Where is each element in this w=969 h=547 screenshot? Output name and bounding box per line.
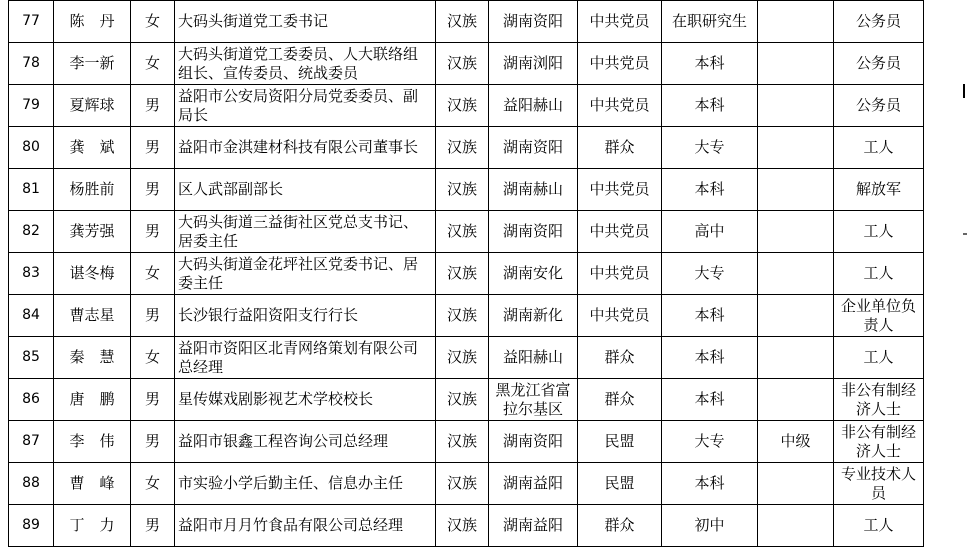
name-cell: 杨胜前	[54, 169, 131, 211]
position-cell: 长沙银行益阳资阳支行行长	[175, 295, 436, 337]
row-number-cell: 88	[9, 463, 54, 505]
education-cell: 本科	[662, 169, 758, 211]
party-cell: 中共党员	[578, 253, 662, 295]
name-cell: 陈 丹	[54, 1, 131, 43]
row-number-cell: 89	[9, 505, 54, 547]
party-cell: 民盟	[578, 421, 662, 463]
education-cell: 大专	[662, 127, 758, 169]
name-cell: 唐 鹏	[54, 379, 131, 421]
name-cell: 秦 慧	[54, 337, 131, 379]
party-cell: 民盟	[578, 463, 662, 505]
row-number-cell: 78	[9, 43, 54, 85]
table-row	[9, 463, 924, 505]
professional-title-cell	[758, 337, 834, 379]
professional-title-cell: 中级	[758, 421, 834, 463]
native-place-cell: 湖南资阳	[489, 127, 578, 169]
gender-cell: 男	[131, 211, 175, 253]
position-cell: 益阳市银鑫工程咨询公司总经理	[175, 421, 436, 463]
row-number-cell: 85	[9, 337, 54, 379]
gender-cell: 男	[131, 379, 175, 421]
native-place-cell: 湖南新化	[489, 295, 578, 337]
party-cell: 中共党员	[578, 211, 662, 253]
category-cell: 工人	[834, 211, 924, 253]
name-cell: 龚芳强	[54, 211, 131, 253]
education-cell: 本科	[662, 379, 758, 421]
gender-cell: 女	[131, 43, 175, 85]
position-cell: 益阳市公安局资阳分局党委委员、副局长	[175, 85, 436, 127]
gender-cell: 男	[131, 421, 175, 463]
position-cell: 大码头街道党工委书记	[175, 1, 436, 43]
position-cell: 大码头街道金花坪社区党委书记、居委主任	[175, 253, 436, 295]
table-row	[9, 169, 924, 211]
name-cell: 龚 斌	[54, 127, 131, 169]
row-number-cell: 79	[9, 85, 54, 127]
category-cell: 公务员	[834, 43, 924, 85]
education-cell: 本科	[662, 463, 758, 505]
education-cell: 本科	[662, 337, 758, 379]
row-number-cell: 84	[9, 295, 54, 337]
ethnicity-cell: 汉族	[436, 127, 489, 169]
professional-title-cell	[758, 1, 834, 43]
party-cell: 中共党员	[578, 1, 662, 43]
position-cell: 益阳市月月竹食品有限公司总经理	[175, 505, 436, 547]
gender-cell: 男	[131, 85, 175, 127]
position-cell: 大码头街道党工委委员、人大联络组组长、宣传委员、统战委员	[175, 43, 436, 85]
table-row	[9, 379, 924, 421]
party-cell: 群众	[578, 337, 662, 379]
row-number-cell: 86	[9, 379, 54, 421]
category-cell: 工人	[834, 505, 924, 547]
education-cell: 大专	[662, 253, 758, 295]
table-row	[9, 337, 924, 379]
row-number-cell: 83	[9, 253, 54, 295]
party-cell: 群众	[578, 505, 662, 547]
ethnicity-cell: 汉族	[436, 295, 489, 337]
native-place-cell: 湖南安化	[489, 253, 578, 295]
name-cell: 谌冬梅	[54, 253, 131, 295]
professional-title-cell	[758, 211, 834, 253]
row-number-cell: 77	[9, 1, 54, 43]
category-cell: 工人	[834, 337, 924, 379]
party-cell: 群众	[578, 127, 662, 169]
professional-title-cell	[758, 505, 834, 547]
roster-rows	[9, 1, 924, 547]
gender-cell: 女	[131, 1, 175, 43]
gender-cell: 男	[131, 127, 175, 169]
party-cell: 中共党员	[578, 295, 662, 337]
table-row	[9, 1, 924, 43]
table-row	[9, 85, 924, 127]
party-cell: 群众	[578, 379, 662, 421]
professional-title-cell	[758, 295, 834, 337]
ethnicity-cell: 汉族	[436, 43, 489, 85]
position-cell: 益阳市资阳区北青网络策划有限公司总经理	[175, 337, 436, 379]
table-row	[9, 127, 924, 169]
gender-cell: 男	[131, 295, 175, 337]
education-cell: 本科	[662, 43, 758, 85]
row-number-cell: 82	[9, 211, 54, 253]
professional-title-cell	[758, 85, 834, 127]
category-cell: 工人	[834, 127, 924, 169]
native-place-cell: 湖南资阳	[489, 211, 578, 253]
native-place-cell: 湖南资阳	[489, 421, 578, 463]
category-cell: 工人	[834, 253, 924, 295]
ethnicity-cell: 汉族	[436, 85, 489, 127]
table-row	[9, 253, 924, 295]
table-row	[9, 211, 924, 253]
table-row	[9, 505, 924, 547]
edge-mark	[963, 84, 965, 98]
education-cell: 初中	[662, 505, 758, 547]
ethnicity-cell: 汉族	[436, 421, 489, 463]
education-cell: 在职研究生	[662, 1, 758, 43]
table-row	[9, 43, 924, 85]
professional-title-cell	[758, 169, 834, 211]
native-place-cell: 湖南浏阳	[489, 43, 578, 85]
table-row	[9, 421, 924, 463]
ethnicity-cell: 汉族	[436, 253, 489, 295]
category-cell: 非公有制经济人士	[834, 379, 924, 421]
professional-title-cell	[758, 253, 834, 295]
professional-title-cell	[758, 127, 834, 169]
position-cell: 大码头街道三益街社区党总支书记、居委主任	[175, 211, 436, 253]
category-cell: 企业单位负责人	[834, 295, 924, 337]
ethnicity-cell: 汉族	[436, 337, 489, 379]
position-cell: 市实验小学后勤主任、信息办主任	[175, 463, 436, 505]
party-cell: 中共党员	[578, 43, 662, 85]
gender-cell: 男	[131, 169, 175, 211]
gender-cell: 女	[131, 253, 175, 295]
category-cell: 专业技术人员	[834, 463, 924, 505]
category-cell: 非公有制经济人士	[834, 421, 924, 463]
native-place-cell: 湖南赫山	[489, 169, 578, 211]
native-place-cell: 益阳赫山	[489, 337, 578, 379]
ethnicity-cell: 汉族	[436, 211, 489, 253]
ethnicity-cell: 汉族	[436, 379, 489, 421]
gender-cell: 女	[131, 337, 175, 379]
native-place-cell: 湖南益阳	[489, 505, 578, 547]
name-cell: 曹 峰	[54, 463, 131, 505]
education-cell: 本科	[662, 295, 758, 337]
edge-mark	[963, 233, 967, 235]
professional-title-cell	[758, 379, 834, 421]
name-cell: 夏辉球	[54, 85, 131, 127]
ethnicity-cell: 汉族	[436, 1, 489, 43]
gender-cell: 男	[131, 505, 175, 547]
professional-title-cell	[758, 463, 834, 505]
name-cell: 丁 力	[54, 505, 131, 547]
native-place-cell: 黑龙江省富拉尔基区	[489, 379, 578, 421]
education-cell: 高中	[662, 211, 758, 253]
position-cell: 区人武部副部长	[175, 169, 436, 211]
category-cell: 公务员	[834, 85, 924, 127]
position-cell: 星传媒戏剧影视艺术学校校长	[175, 379, 436, 421]
name-cell: 李一新	[54, 43, 131, 85]
row-number-cell: 87	[9, 421, 54, 463]
education-cell: 大专	[662, 421, 758, 463]
name-cell: 李 伟	[54, 421, 131, 463]
roster-table	[8, 0, 924, 547]
party-cell: 中共党员	[578, 85, 662, 127]
native-place-cell: 湖南资阳	[489, 1, 578, 43]
native-place-cell: 湖南益阳	[489, 463, 578, 505]
party-cell: 中共党员	[578, 169, 662, 211]
education-cell: 本科	[662, 85, 758, 127]
ethnicity-cell: 汉族	[436, 463, 489, 505]
row-number-cell: 80	[9, 127, 54, 169]
native-place-cell: 益阳赫山	[489, 85, 578, 127]
row-number-cell: 81	[9, 169, 54, 211]
table-row	[9, 295, 924, 337]
professional-title-cell	[758, 43, 834, 85]
ethnicity-cell: 汉族	[436, 169, 489, 211]
gender-cell: 女	[131, 463, 175, 505]
position-cell: 益阳市金淇建材科技有限公司董事长	[175, 127, 436, 169]
category-cell: 公务员	[834, 1, 924, 43]
category-cell: 解放军	[834, 169, 924, 211]
name-cell: 曹志星	[54, 295, 131, 337]
ethnicity-cell: 汉族	[436, 505, 489, 547]
